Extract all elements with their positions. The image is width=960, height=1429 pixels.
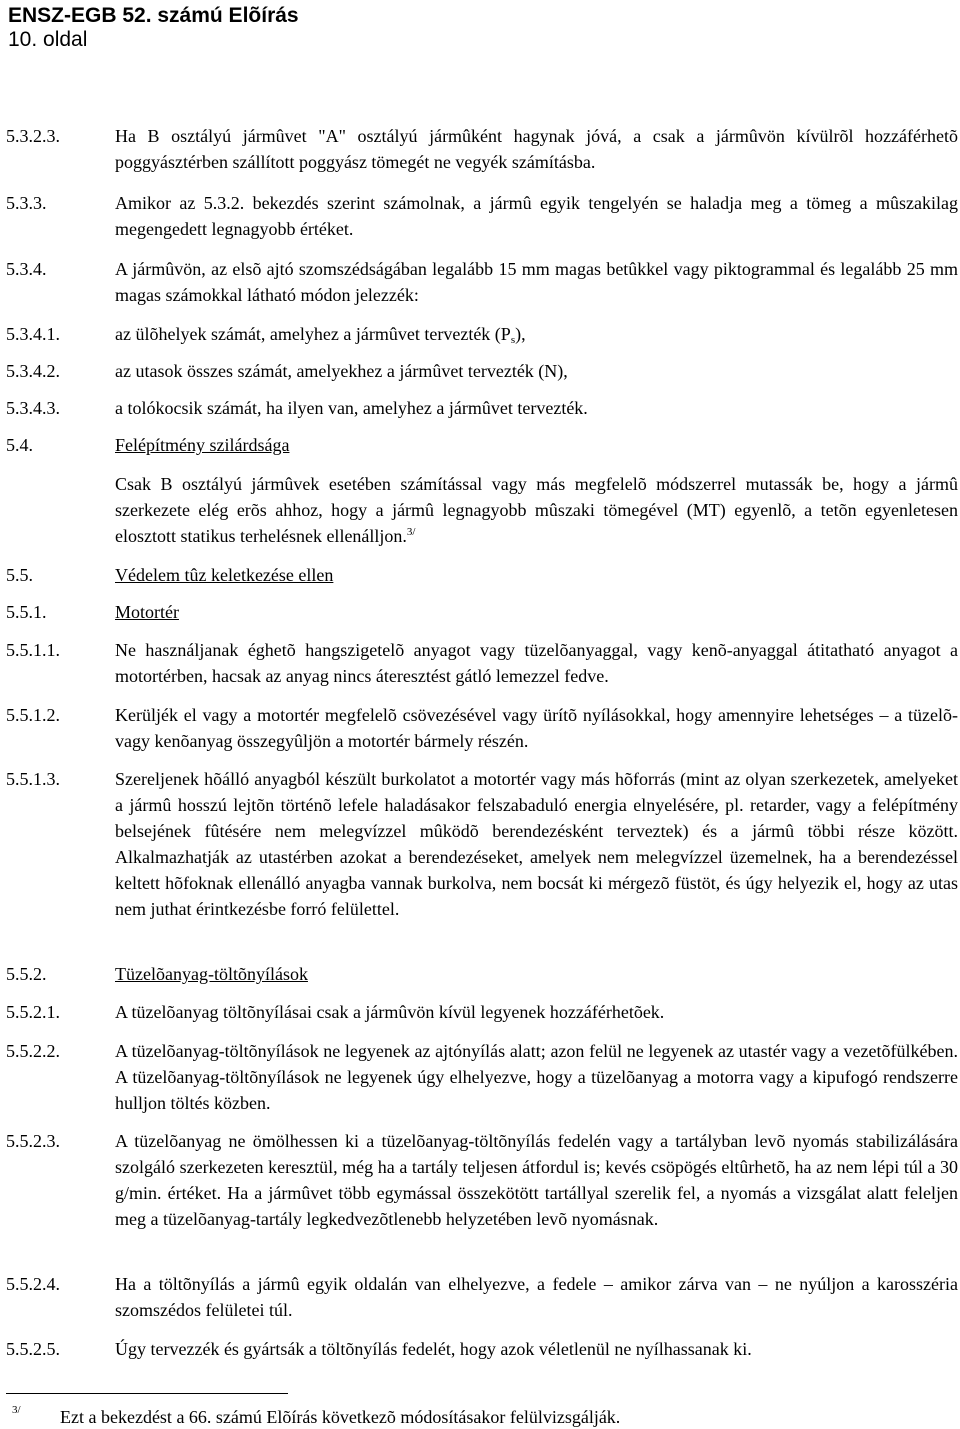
paragraph-number: 5.5.1.3.	[6, 769, 60, 789]
section-number: 5.5.1.	[6, 602, 47, 622]
paragraph-text: Úgy tervezzék és gyártsák a töltõnyílás fedelét, hogy azok véletlenül ne nyílhassanak ki.	[115, 1339, 752, 1359]
paragraph-text-main: az ülõhelyek számát, amelyhez a jármûvet tervezték (P	[115, 324, 511, 344]
section-heading: Motortér	[115, 602, 179, 622]
paragraph-text	[115, 321, 958, 347]
paragraph-text: A jármûvön, az elsõ ajtó szomszédságában legalább 15 mm magas betûkkel vagy piktogrammal és legalább 25 mm magas számokkal látható módon jelezzék:	[115, 259, 958, 305]
paragraph-number: 5.5.1.1.	[6, 640, 60, 660]
paragraph-text: a tolókocsik számát, ha ilyen van, amelyhez a jármûvet tervezték.	[115, 398, 588, 418]
page-number: 10. oldal	[8, 28, 88, 51]
paragraph-text-main: Csak B osztályú jármûvek esetében számítással vagy más megfelelõ módszerrel mutassák be, hogy a jármû szerkezete elég erõs ahhoz, hogy a jármû legnagyobb mûszaki tömegével (MT) egyenlõ, a tetõn egyenletesen elosztott statikus terhelésnek ellenálljon.	[115, 474, 958, 546]
paragraph-number: 5.5.2.3.	[6, 1131, 60, 1151]
paragraph-text: A tüzelõanyag-töltõnyílások ne legyenek az ajtónyílás alatt; azon felül ne legyenek az utastér vagy a vezetõfülkében. A tüzelõanyag-töltõnyílások ne legyenek úgy elhelyezve, hogy a tüzelõanyag a motorra vagy a kipufogó rendszerre hulljon töltés közben.	[115, 1041, 958, 1113]
paragraph-number: 5.3.4.2.	[6, 361, 60, 381]
footnote-mark: 3/	[12, 1404, 21, 1416]
section-heading: Felépítmény szilárdsága	[115, 435, 290, 455]
paragraph-text: Ha a töltõnyílás a jármû egyik oldalán van elhelyezve, a fedele – amikor zárva van – ne nyúljon a karosszéria szomszédos felületei túl.	[115, 1274, 958, 1320]
paragraph-number: 5.5.2.2.	[6, 1041, 60, 1061]
paragraph-text: Szereljenek hõálló anyagból készült burkolatot a motortér vagy más hõforrás (mint az olyan szerkezetek, amelyeket a jármû hosszú lejtõn történõ lefele haladásakor felszabaduló energia elnyelésére, pl. retarder, vagy a felépítmény belsejének fûtésére nem melegvízzel mûködõ berendezésként terveztek) és a jármû többi része között. Alkalmazhatják az utastérben azokat a berendezéseket, amelyek nem melegvízzel üzemelnek, ha a berendezéssel keltett hõfoknak ellenálló anyagba vannak burkolva, nem bocsát ki mérgezõ füstöt, és úgy helyezik el, hogy az utas nem juthat érintkezésbe forró felülettel.	[115, 769, 958, 919]
paragraph-text: az utasok összes számát, amelyekhez a jármûvet tervezték (N),	[115, 361, 568, 381]
section-heading: Tüzelõanyag-töltõnyílások	[115, 964, 308, 984]
paragraph-number: 5.3.4.1.	[6, 324, 60, 344]
paragraph-text-tail: ),	[515, 324, 526, 344]
footnote-text: Ezt a bekezdést a 66. számú Elõírás következõ módosításakor felülvizsgálják.	[60, 1407, 621, 1427]
paragraph-number: 5.3.3.	[6, 193, 47, 213]
paragraph-number: 5.5.1.2.	[6, 705, 60, 725]
paragraph-text: Ha B osztályú jármûvet "A" osztályú jármûként hagynak jóvá, a csak a jármûvön kívülrõl hozzáférhetõ poggyásztérben szállított poggyász tömegét ne vegyék számításba.	[115, 126, 958, 172]
footnote-reference: 3/	[406, 526, 416, 538]
paragraph-number: 5.3.2.3.	[6, 126, 60, 146]
paragraph-number: 5.5.2.5.	[6, 1339, 60, 1359]
paragraph-number: 5.5.2.1.	[6, 1002, 60, 1022]
paragraph-text	[115, 471, 958, 549]
section-heading: Védelem tûz keletkezése ellen	[115, 565, 334, 585]
paragraph-text: Ne használjanak éghetõ hangszigetelõ anyagot vagy tüzelõanyaggal, vagy kenõ-anyaggal átitatható anyagot a motortérben, hacsak az anyag nincs áteresztést gátló lemezzel fedve.	[115, 640, 958, 686]
subscript: s	[510, 334, 516, 346]
section-number: 5.4.	[6, 435, 33, 455]
footnote-separator	[6, 1393, 288, 1394]
paragraph-text: A tüzelõanyag töltõnyílásai csak a jármûvön kívül legyenek hozzáférhetõek.	[115, 1002, 665, 1022]
section-number: 5.5.	[6, 565, 33, 585]
document-title: ENSZ-EGB 52. számú Elõírás	[8, 4, 299, 27]
paragraph-number: 5.3.4.	[6, 259, 47, 279]
paragraph-text: A tüzelõanyag ne ömölhessen ki a tüzelõanyag-töltõnyílás fedelén vagy a tartályban levõ nyomás stabilizálására szolgáló szerkezeten keresztül, még ha a tartály teljesen átfordul is; kevés csöpögés eltûrhetõ, ha az nem lépi túl a 30 g/min. értéket. Ha a jármûvet több egymással összekötött tartállyal szerelik fel, a nyomás a vizsgálat alatt feleljen meg a tüzelõanyag-tartály legkedvezõtlenebb helyzetében levõ nyomásnak.	[115, 1131, 958, 1229]
section-number: 5.5.2.	[6, 964, 47, 984]
paragraph-text: Kerüljék el vagy a motortér megfelelõ csövezésével vagy ürítõ nyílásokkal, hogy amennyire lehetséges – a tüzelõ- vagy kenõanyag összegyûljön a motortér bármely részén.	[115, 705, 958, 751]
paragraph-number: 5.5.2.4.	[6, 1274, 60, 1294]
paragraph-number: 5.3.4.3.	[6, 398, 60, 418]
paragraph-text: Amikor az 5.3.2. bekezdés szerint számolnak, a jármû egyik tengelyén se haladja meg a tömeg a mûszakilag megengedett legnagyobb értéket.	[115, 193, 958, 239]
